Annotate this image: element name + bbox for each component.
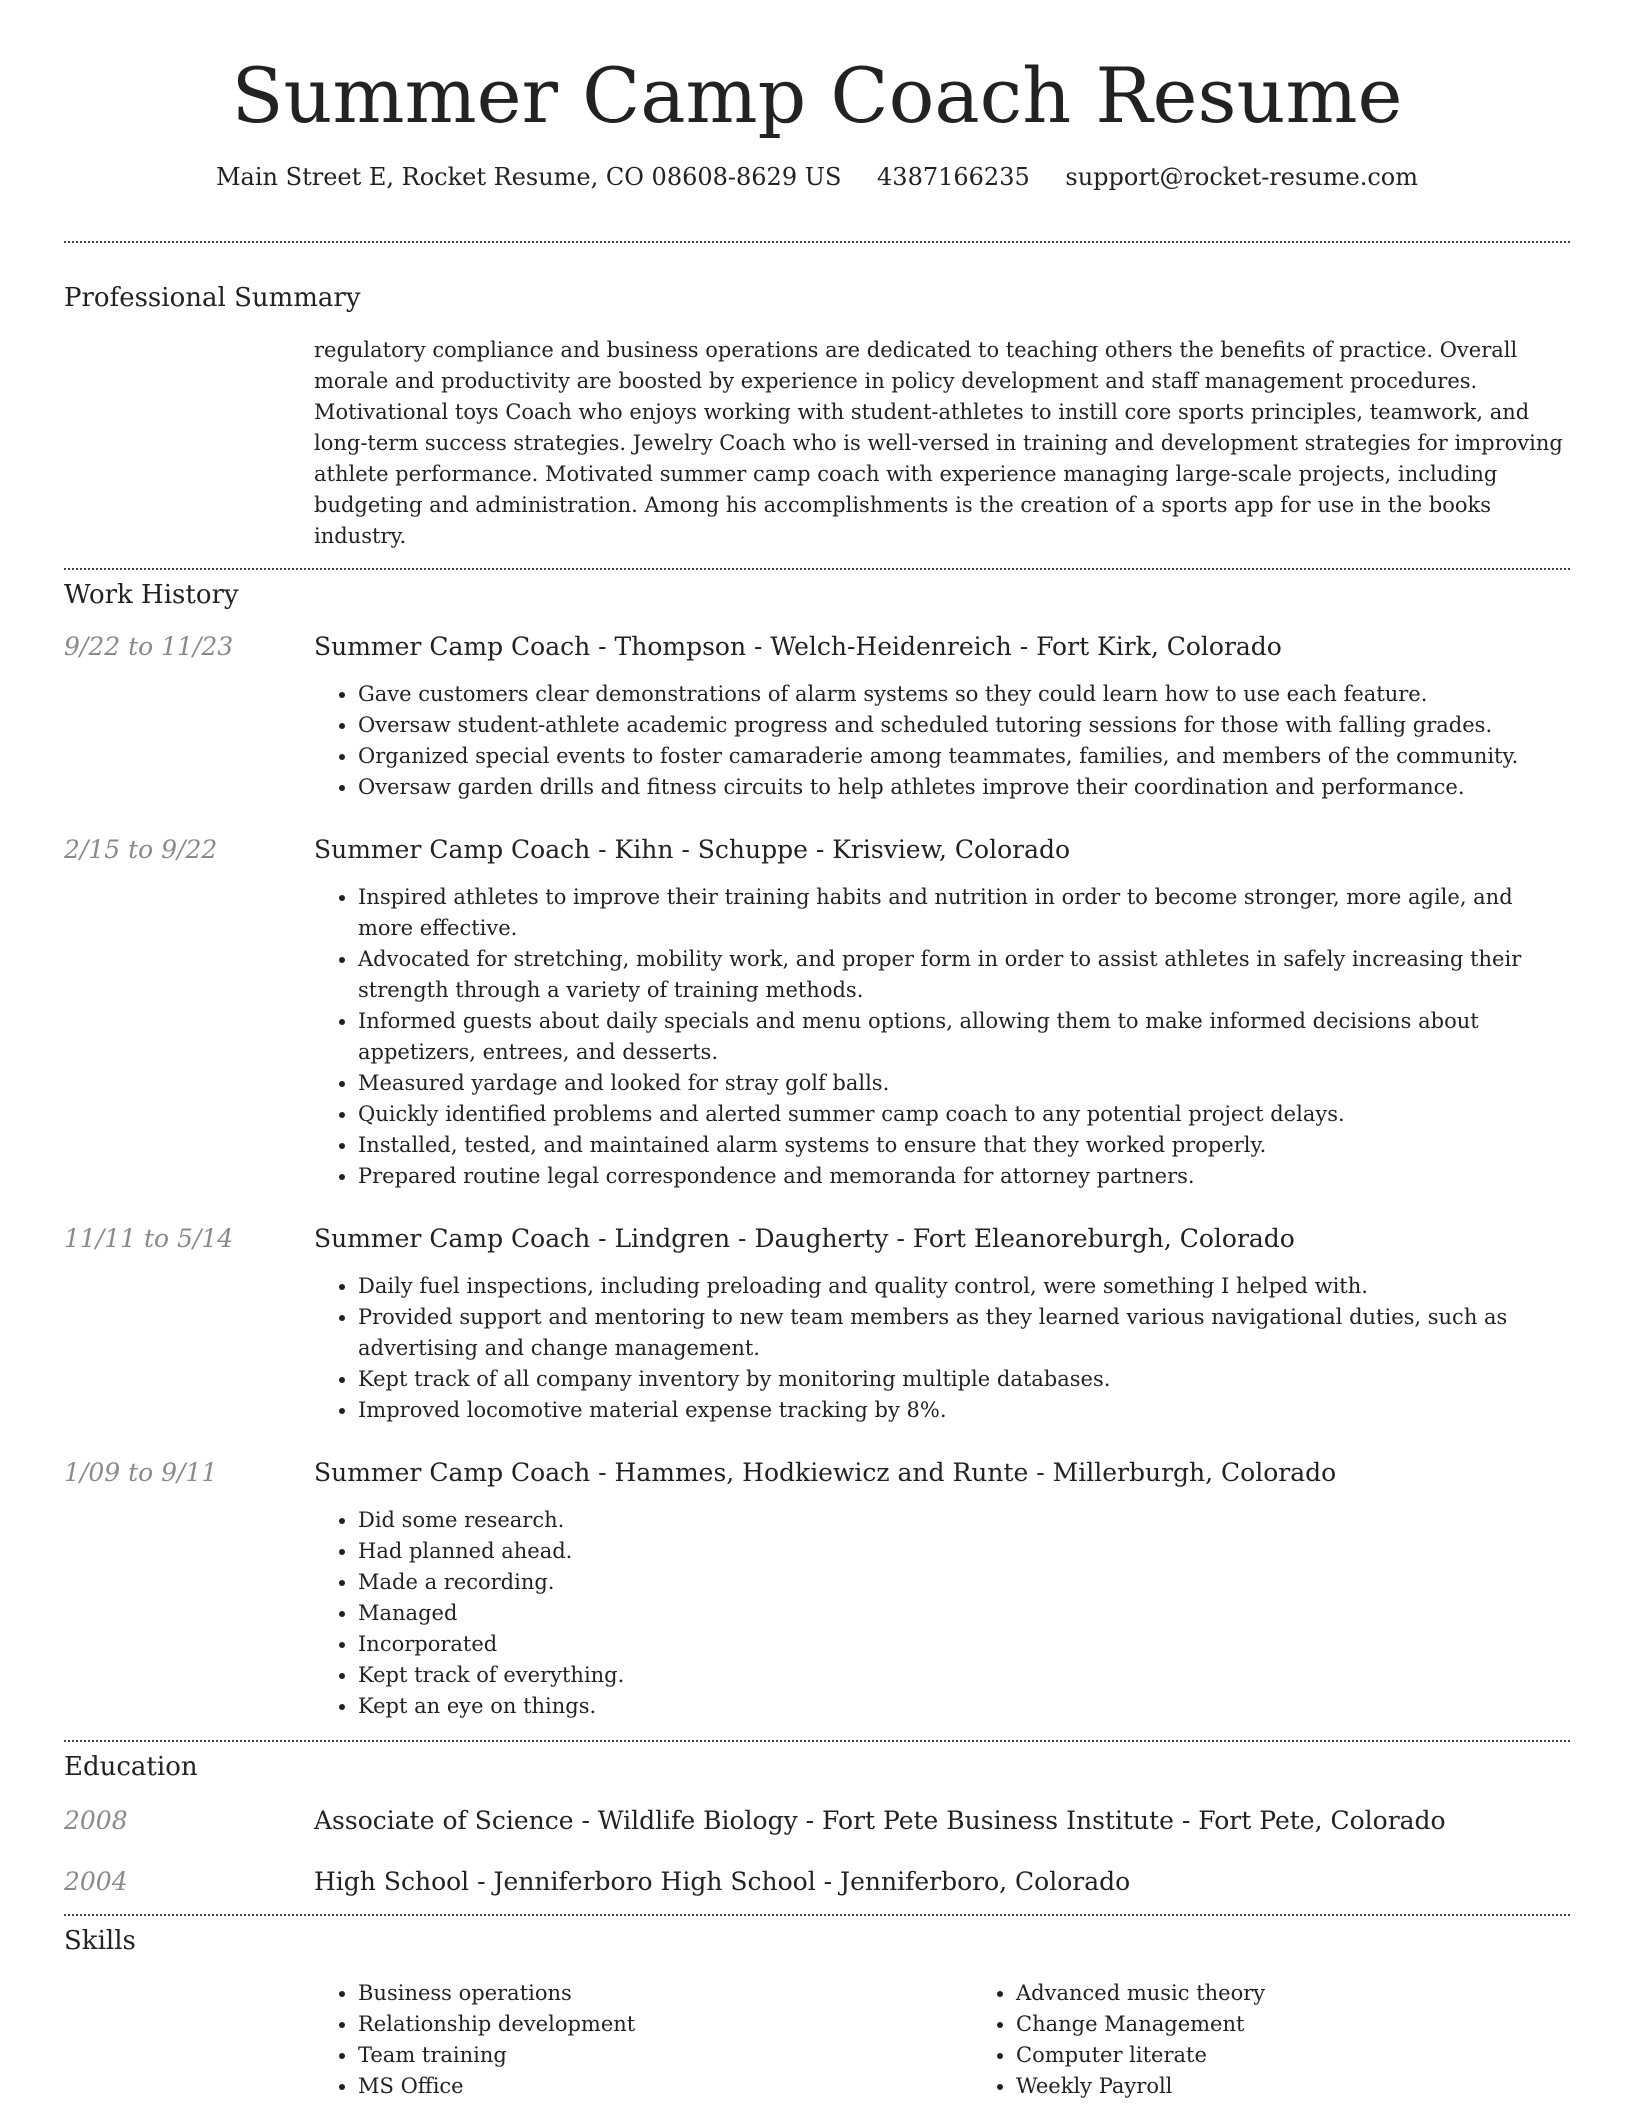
divider	[64, 1740, 1570, 1742]
list-item: • MS Office	[358, 2071, 972, 2102]
education-text: Associate of Science - Wildlife Biology - Fort Pete Business Institute - Fort Pete, Colorado	[314, 1806, 1446, 1836]
job-title: Summer Camp Coach - Thompson - Welch-Heidenreich - Fort Kirk, Colorado	[314, 632, 1282, 662]
phone: 4387166235	[877, 163, 1030, 192]
job-bullets	[314, 679, 1570, 803]
list-item: • Improved locomotive material expense tracking by 8%.	[358, 1395, 1570, 1426]
list-item: • Advocated for stretching, mobility work, and proper form in order to assist athletes in safely increasing their strength through a variety of training methods.	[358, 944, 1570, 1006]
job-dates: 11/11 to 5/14	[64, 1224, 234, 1254]
education-text: High School - Jenniferboro High School - Jenniferboro, Colorado	[314, 1867, 1131, 1897]
list-item: • Oversaw student-athlete academic progress and scheduled tutoring sessions for those with falling grades.	[358, 710, 1570, 741]
list-item: • Gave customers clear demonstrations of alarm systems so they could learn how to use each feature.	[358, 679, 1570, 710]
list-item: • Change Management	[1016, 2009, 1630, 2040]
list-item: • Kept track of all company inventory by monitoring multiple databases.	[358, 1364, 1570, 1395]
list-item: • Provided support and mentoring to new team members as they learned various navigational duties, such as advertising and change management.	[358, 1302, 1570, 1364]
divider	[64, 568, 1570, 570]
resume-title: Summer Camp Coach Resume	[231, 51, 1403, 140]
job-entry	[64, 632, 1570, 803]
list-item: • Daily fuel inspections, including preloading and quality control, were something I helped with.	[358, 1271, 1570, 1302]
job-title: Summer Camp Coach - Lindgren - Daugherty - Fort Eleanoreburgh, Colorado	[314, 1224, 1295, 1254]
list-item: • Did some research.	[358, 1505, 1570, 1536]
list-item: • Quickly identified problems and alerted summer camp coach to any potential project delays.	[358, 1099, 1570, 1130]
job-entry	[64, 1224, 1570, 1426]
list-item: • Organized special events to foster camaraderie among teammates, families, and members of the community.	[358, 741, 1570, 772]
job-bullets	[314, 882, 1570, 1192]
section-heading-work: Work History	[64, 580, 239, 611]
list-item: • Computer literate	[1016, 2040, 1630, 2071]
list-item: • Advanced music theory	[1016, 1978, 1630, 2009]
section-heading-skills: Skills	[64, 1926, 136, 1957]
list-item: • Installed, tested, and maintained alarm systems to ensure that they worked properly.	[358, 1130, 1570, 1161]
list-item: • Incorporated	[358, 1629, 1570, 1660]
job-title: Summer Camp Coach - Hammes, Hodkiewicz and Runte - Millerburgh, Colorado	[314, 1458, 1337, 1488]
education-year: 2008	[64, 1806, 128, 1836]
education-year: 2004	[64, 1867, 128, 1897]
job-entry	[64, 1458, 1570, 1722]
list-item: • Kept an eye on things.	[358, 1691, 1570, 1722]
list-item: • Inspired athletes to improve their training habits and nutrition in order to become stronger, more agile, and more effective.	[358, 882, 1570, 944]
job-entry	[64, 835, 1570, 1192]
section-heading-summary: Professional Summary	[64, 283, 361, 314]
job-dates: 2/15 to 9/22	[64, 835, 218, 865]
education-entry	[64, 1806, 1570, 1835]
list-item: • Oversaw garden drills and fitness circuits to help athletes improve their coordination and performance.	[358, 772, 1570, 803]
list-item: • Relationship development	[358, 2009, 972, 2040]
address: Main Street E, Rocket Resume, CO 08608-8629 US	[215, 163, 842, 192]
list-item: • Business operations	[358, 1978, 972, 2009]
skills-list	[314, 1978, 1630, 2102]
list-item: • Weekly Payroll	[1016, 2071, 1630, 2102]
job-dates: 1/09 to 9/11	[64, 1458, 218, 1488]
skills-column-right	[972, 1978, 1630, 2102]
list-item: • Informed guests about daily specials and menu options, allowing them to make informed decisions about appetizers, entrees, and desserts.	[358, 1006, 1570, 1068]
summary-text: regulatory compliance and business operations are dedicated to teaching others the benefits of practice. Overall morale and productivity are boosted by experience in policy development and staff management procedures. Motivational toys Coach who enjoys working with student-athletes to instill core sports principles, teamwork, and long-term success strategies. Jewelry Coach who is well-versed in training and development strategies for improving athlete performance. Motivated summer camp coach with experience managing large-scale projects, including budgeting and administration. Among his accomplishments is the creation of a sports app for use in the books industry.	[314, 338, 1563, 549]
list-item: • Kept track of everything.	[358, 1660, 1570, 1691]
list-item: • Prepared routine legal correspondence and memoranda for attorney partners.	[358, 1161, 1570, 1192]
list-item: • Measured yardage and looked for stray golf balls.	[358, 1068, 1570, 1099]
resume-page	[64, 0, 1570, 2102]
contact-line	[64, 163, 1570, 191]
job-title: Summer Camp Coach - Kihn - Schuppe - Krisview, Colorado	[314, 835, 1071, 865]
list-item: • Had planned ahead.	[358, 1536, 1570, 1567]
list-item: • Team training	[358, 2040, 972, 2071]
section-heading-education: Education	[64, 1752, 198, 1783]
skills-column-left	[314, 1978, 972, 2102]
job-dates: 9/22 to 11/23	[64, 632, 234, 662]
job-bullets	[314, 1271, 1570, 1426]
divider	[64, 241, 1570, 243]
list-item: • Managed	[358, 1598, 1570, 1629]
job-bullets	[314, 1505, 1570, 1722]
divider	[64, 1914, 1570, 1916]
list-item: • Made a recording.	[358, 1567, 1570, 1598]
email: support@rocket-resume.com	[1065, 163, 1418, 192]
education-entry	[64, 1867, 1570, 1896]
